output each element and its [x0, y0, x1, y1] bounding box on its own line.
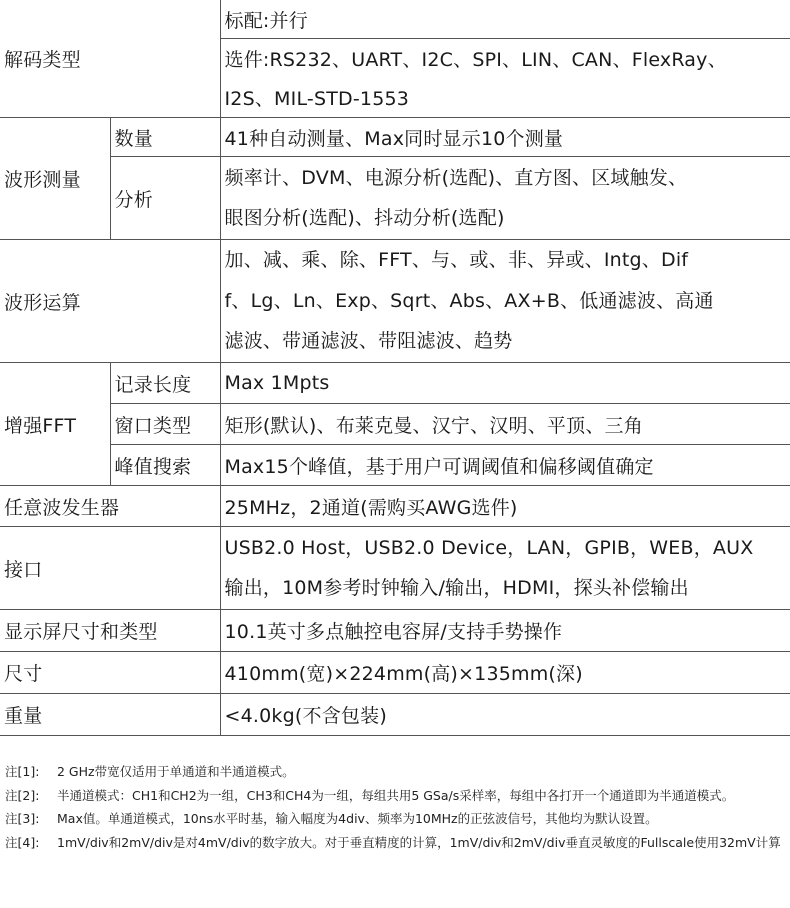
fft-peak-row — [0, 445, 790, 486]
fft-record-row — [0, 363, 790, 404]
awg-value: 25MHz，2通道(需购买AWG选件) — [220, 486, 790, 527]
fft-window-value: 矩形(默认)、布莱克曼、汉宁、汉明、平顶、三角 — [220, 404, 790, 445]
weight-value: <4.0kg(不含包装) — [220, 694, 790, 736]
measure-analysis-value — [220, 157, 790, 240]
footnote-tag: 注[2]: — [5, 787, 40, 803]
math-line-2: f、Lg、Ln、Exp、Sqrt、Abs、AX+B、低通滤波、高通 — [224, 289, 714, 312]
weight-label: 重量 — [0, 694, 220, 736]
size-label: 尺寸 — [0, 652, 220, 694]
measure-analysis-line-2: 眼图分析(选配)、抖动分析(选配) — [224, 207, 505, 229]
footnote — [5, 831, 785, 855]
size-row — [0, 652, 790, 694]
awg-label: 任意波发生器 — [0, 486, 220, 527]
footnotes — [5, 760, 785, 854]
display-value: 10.1英寸多点触控电容屏/支持手势操作 — [220, 610, 790, 652]
footnote — [5, 784, 785, 808]
footnote-tag: 注[4]: — [5, 834, 40, 850]
decoding-options-line-2: I2S、MIL-STD-1553 — [220, 78, 790, 118]
fft-label: 增强FFT — [0, 363, 110, 486]
size-value: 410mm(宽)×224mm(高)×135mm(深) — [220, 652, 790, 694]
footnote — [5, 807, 785, 831]
fft-peak-label: 峰值搜索 — [110, 445, 220, 486]
interface-line-2: 输出，10M参考时钟输入/输出，HDMI，探头补偿输出 — [224, 577, 689, 599]
interface-label: 接口 — [0, 527, 220, 610]
interface-value — [220, 527, 790, 610]
weight-row — [0, 694, 790, 736]
math-row — [0, 240, 790, 363]
decoding-options-line-1: 选件:RS232、UART、I2C、SPI、LIN、CAN、FlexRay、 — [220, 39, 790, 79]
display-label: 显示屏尺寸和类型 — [0, 610, 220, 652]
measure-count-row — [0, 118, 790, 157]
fft-record-label: 记录长度 — [110, 363, 220, 404]
math-line-3: 滤波、带通滤波、带阻滤波、趋势 — [224, 330, 513, 353]
measure-label: 波形测量 — [0, 118, 110, 240]
fft-window-label: 窗口类型 — [110, 404, 220, 445]
awg-row — [0, 486, 790, 527]
interface-line-1: USB2.0 Host，USB2.0 Device，LAN，GPIB，WEB，AUX — [224, 536, 754, 559]
fft-window-row — [0, 404, 790, 445]
footnote — [5, 760, 785, 784]
fft-peak-value: Max15个峰值，基于用户可调阈值和偏移阈值确定 — [220, 445, 790, 486]
decoding-row — [0, 0, 790, 39]
interface-row — [0, 527, 790, 610]
footnote-text: Max值。单通道模式，10ns水平时基，输入幅度为4div、频率为10MHz的正弦波信号，其他均为默认设置。 — [57, 811, 658, 826]
math-line-1: 加、减、乘、除、FFT、与、或、非、异或、Intg、Dif — [224, 249, 689, 272]
measure-count-label: 数量 — [110, 118, 220, 157]
footnote-tag: 注[3]: — [5, 811, 40, 826]
footnote-tag: 注[1]: — [5, 764, 40, 779]
measure-analysis-line-1: 频率计、DVM、电源分析(选配)、直方图、区域触发、 — [224, 166, 688, 189]
measure-count-value: 41种自动测量、Max同时显示10个测量 — [220, 118, 790, 157]
decoding-label: 解码类型 — [0, 0, 220, 118]
fft-record-value: Max 1Mpts — [220, 363, 790, 404]
display-row — [0, 610, 790, 652]
math-label: 波形运算 — [0, 240, 220, 363]
footnote-text: 半通道模式：CH1和CH2为一组，CH3和CH4为一组，每组共用5 GSa/s采样率，每组中各打开一个通道即为半通道模式。 — [57, 787, 735, 803]
footnote-text: 2 GHz带宽仅适用于单通道和半通道模式。 — [57, 764, 295, 779]
decoding-standard: 标配:并行 — [220, 0, 790, 39]
measure-analysis-label: 分析 — [110, 157, 220, 240]
footnote-text: 1mV/div和2mV/div是对4mV/div的数字放大。对于垂直精度的计算，1mV/div和2mV/div垂直灵敏度的Fullscale使用32mV计算 — [57, 834, 781, 850]
math-value — [220, 240, 790, 363]
measure-analysis-row — [0, 157, 790, 240]
